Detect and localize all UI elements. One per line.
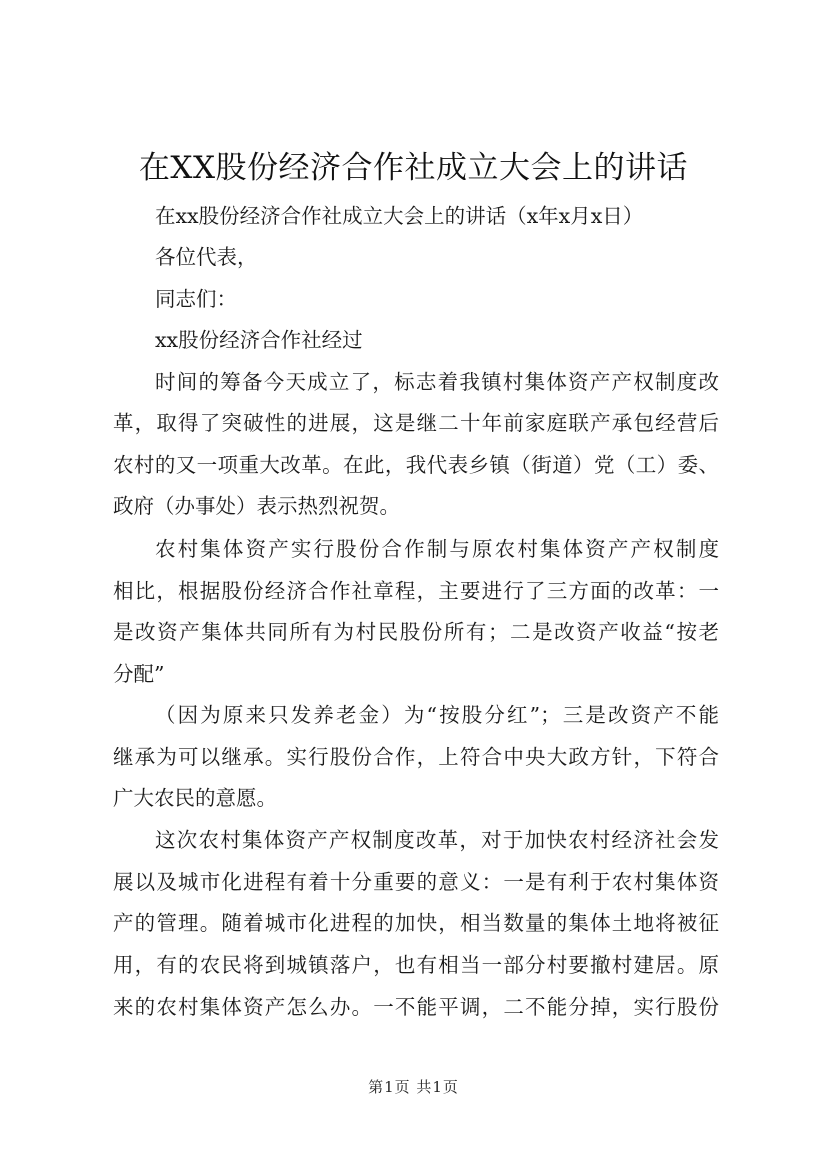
paragraph-line: 农村集体资产实行股份合作制与原农村集体资产产权制度 [155, 537, 719, 561]
paragraph-line: 农村的又一项重大改革。在此，我代表乡镇（街道）党（工）委、 [113, 453, 719, 477]
document-title: 在XX股份经济合作社成立大会上的讲话 [138, 150, 689, 186]
paragraph-line: 政府（办事处）表示热烈祝贺。 [113, 494, 400, 518]
paragraph-line: xx股份经济合作社经过 [155, 328, 363, 352]
paragraph-line: 继承为可以继承。实行股份合作，上符合中央大政方针，下符合 [113, 745, 719, 769]
paragraph-line: 广大农民的意愿。 [113, 786, 277, 810]
paragraph-line: 来的农村集体资产怎么办。一不能平调，二不能分掉，实行股份 [113, 995, 719, 1019]
page-number-footer: 第1页 共1页 [368, 1078, 459, 1096]
paragraph-line: 时间的筹备今天成立了，标志着我镇村集体资产产权制度改 [155, 370, 719, 394]
paragraph-line: （因为原来只发养老金）为“按股分红”；三是改资产不能 [155, 703, 719, 727]
paragraph-line: 展以及城市化进程有着十分重要的意义：一是有利于农村集体资 [113, 870, 719, 894]
paragraph-line: 产的管理。随着城市化进程的加快，相当数量的集体土地将被征 [113, 911, 719, 935]
salutation-line: 各位代表， [155, 245, 258, 269]
paragraph-line: 用，有的农民将到城镇落户，也有相当一部分村要撤村建居。原 [113, 953, 719, 977]
paragraph-line: 是改资产集体共同所有为村民股份所有；二是改资产收益“按老 [113, 620, 719, 644]
subtitle-line: 在xx股份经济合作社成立大会上的讲话（x年x月x日） [155, 204, 644, 228]
paragraph-line: 革，取得了突破性的进展，这是继二十年前家庭联产承包经营后 [113, 411, 719, 435]
paragraph-line: 相比，根据股份经济合作社章程，主要进行了三方面的改革：一 [113, 579, 719, 603]
salutation-line: 同志们： [155, 287, 237, 311]
paragraph-line: 分配” [113, 662, 165, 686]
paragraph-line: 这次农村集体资产产权制度改革，对于加快农村经济社会发 [155, 828, 719, 852]
